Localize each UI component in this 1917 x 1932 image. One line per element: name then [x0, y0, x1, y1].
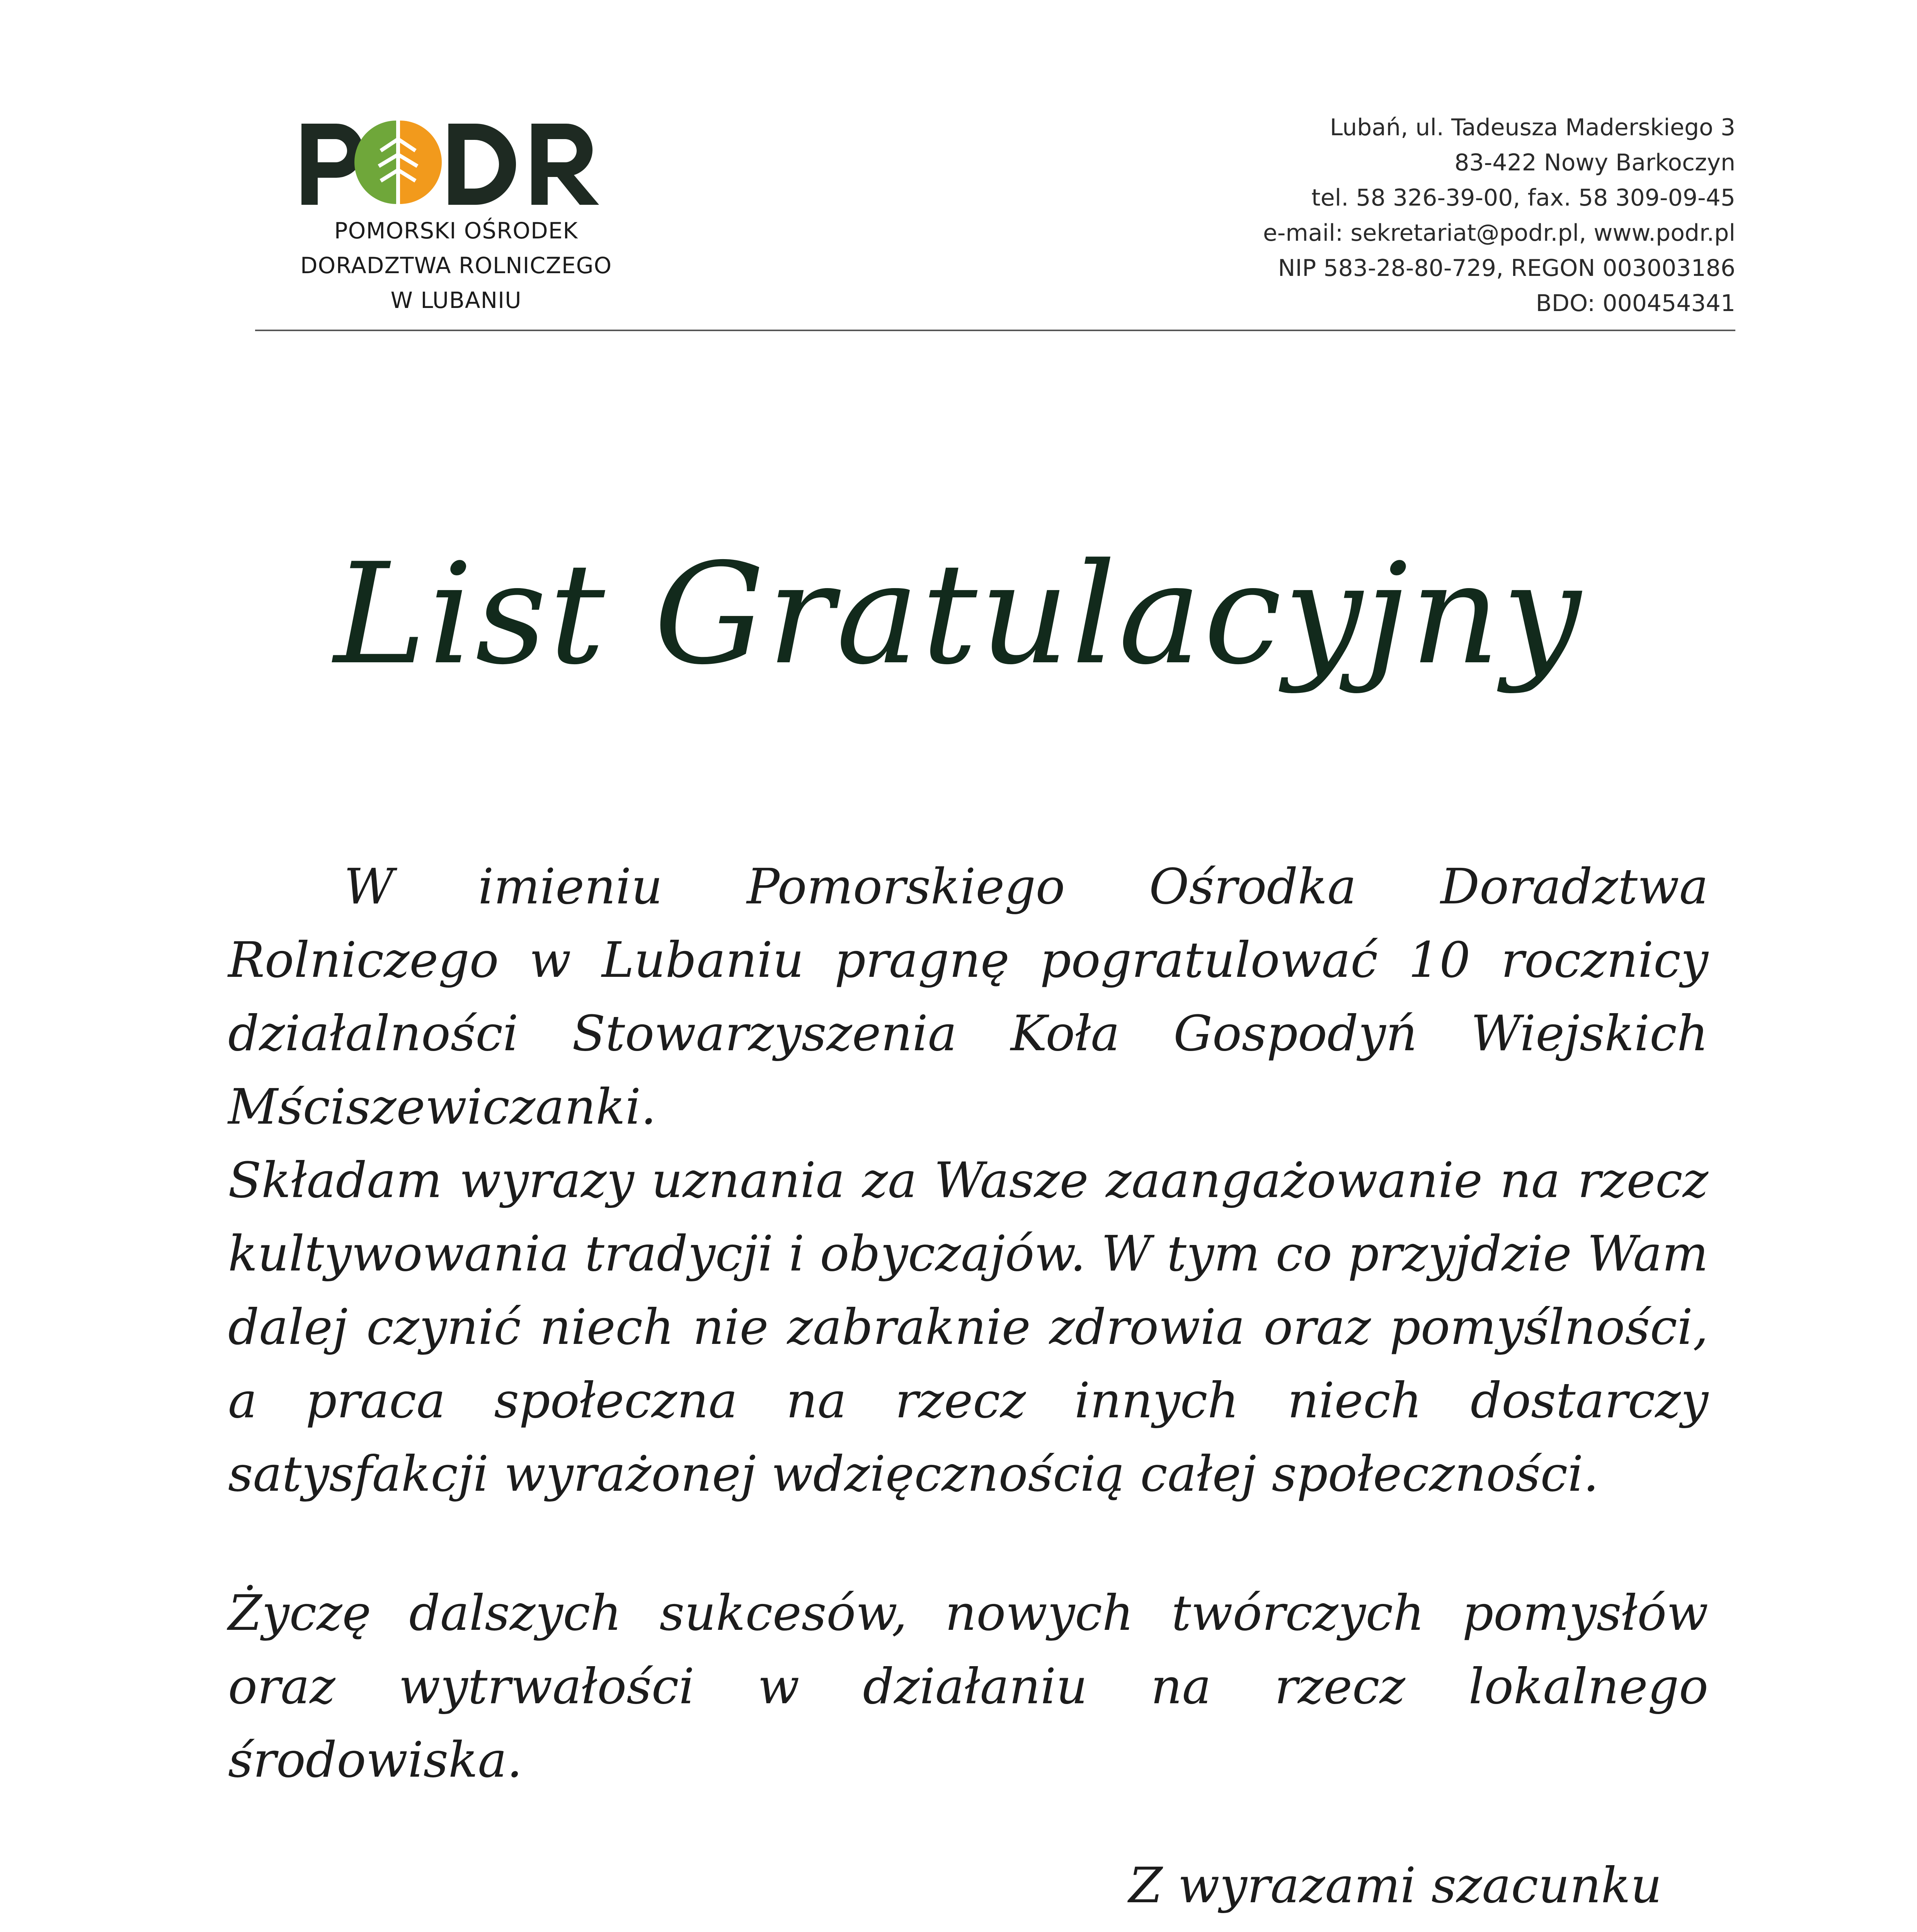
nip-regon: NIP 583-28-80-729, REGON 003003186	[1278, 255, 1735, 282]
email-website: e-mail: sekretariat@podr.pl, www.podr.pl	[1263, 219, 1735, 247]
contact-block	[1263, 110, 1735, 321]
address-line-2: 83-422 Nowy Barkoczyn	[1454, 149, 1735, 176]
paragraph-3: Życzę dalszych sukcesów, nowych twórczych pomysłów oraz wytrwałości w działaniu na rzecz lokalnego środowiska.	[228, 1585, 1708, 1788]
logo-sub-line-2: DORADZTWA ROLNICZEGO	[300, 252, 612, 279]
address-line-1: Lubań, ul. Tadeusza Maderskiego 3	[1330, 114, 1735, 141]
phone-fax: tel. 58 326-39-00, fax. 58 309-09-45	[1311, 184, 1735, 211]
logo-sub-line-1: POMORSKI OŚRODEK	[334, 218, 578, 244]
header-divider	[255, 330, 1735, 331]
logo-subtitle	[294, 213, 618, 318]
letter-title: List Gratulacyjny	[334, 533, 1583, 695]
podr-wordmark-logo	[294, 112, 618, 213]
podr-logo	[294, 112, 618, 321]
paragraph-1: W imieniu Pomorskiego Ośrodka Doradztwa Rolniczego w Lubaniu pragnę pogratulować 10 rocznicy działalności Stowarzyszenia Koła Gospodyń Wiejskich Mściszewiczanki.	[228, 858, 1708, 1135]
closing-phrase: Z wyrazami szacunku	[1129, 1857, 1662, 1914]
bdo-number: BDO: 000454341	[1536, 290, 1735, 317]
logo-sub-line-3: W LUBANIU	[390, 287, 522, 313]
paragraph-2: Składam wyrazy uznania za Wasze zaangażowanie na rzecz kultywowania tradycji i obyczajów. W tym co przyjdzie Wam dalej czynić niech nie zabraknie zdrowia oraz pomyślności, a praca społeczna na rzecz innych niech dostarczy satysfakcji wyrażonej wdzięcznością całej społeczności.	[228, 1152, 1708, 1502]
